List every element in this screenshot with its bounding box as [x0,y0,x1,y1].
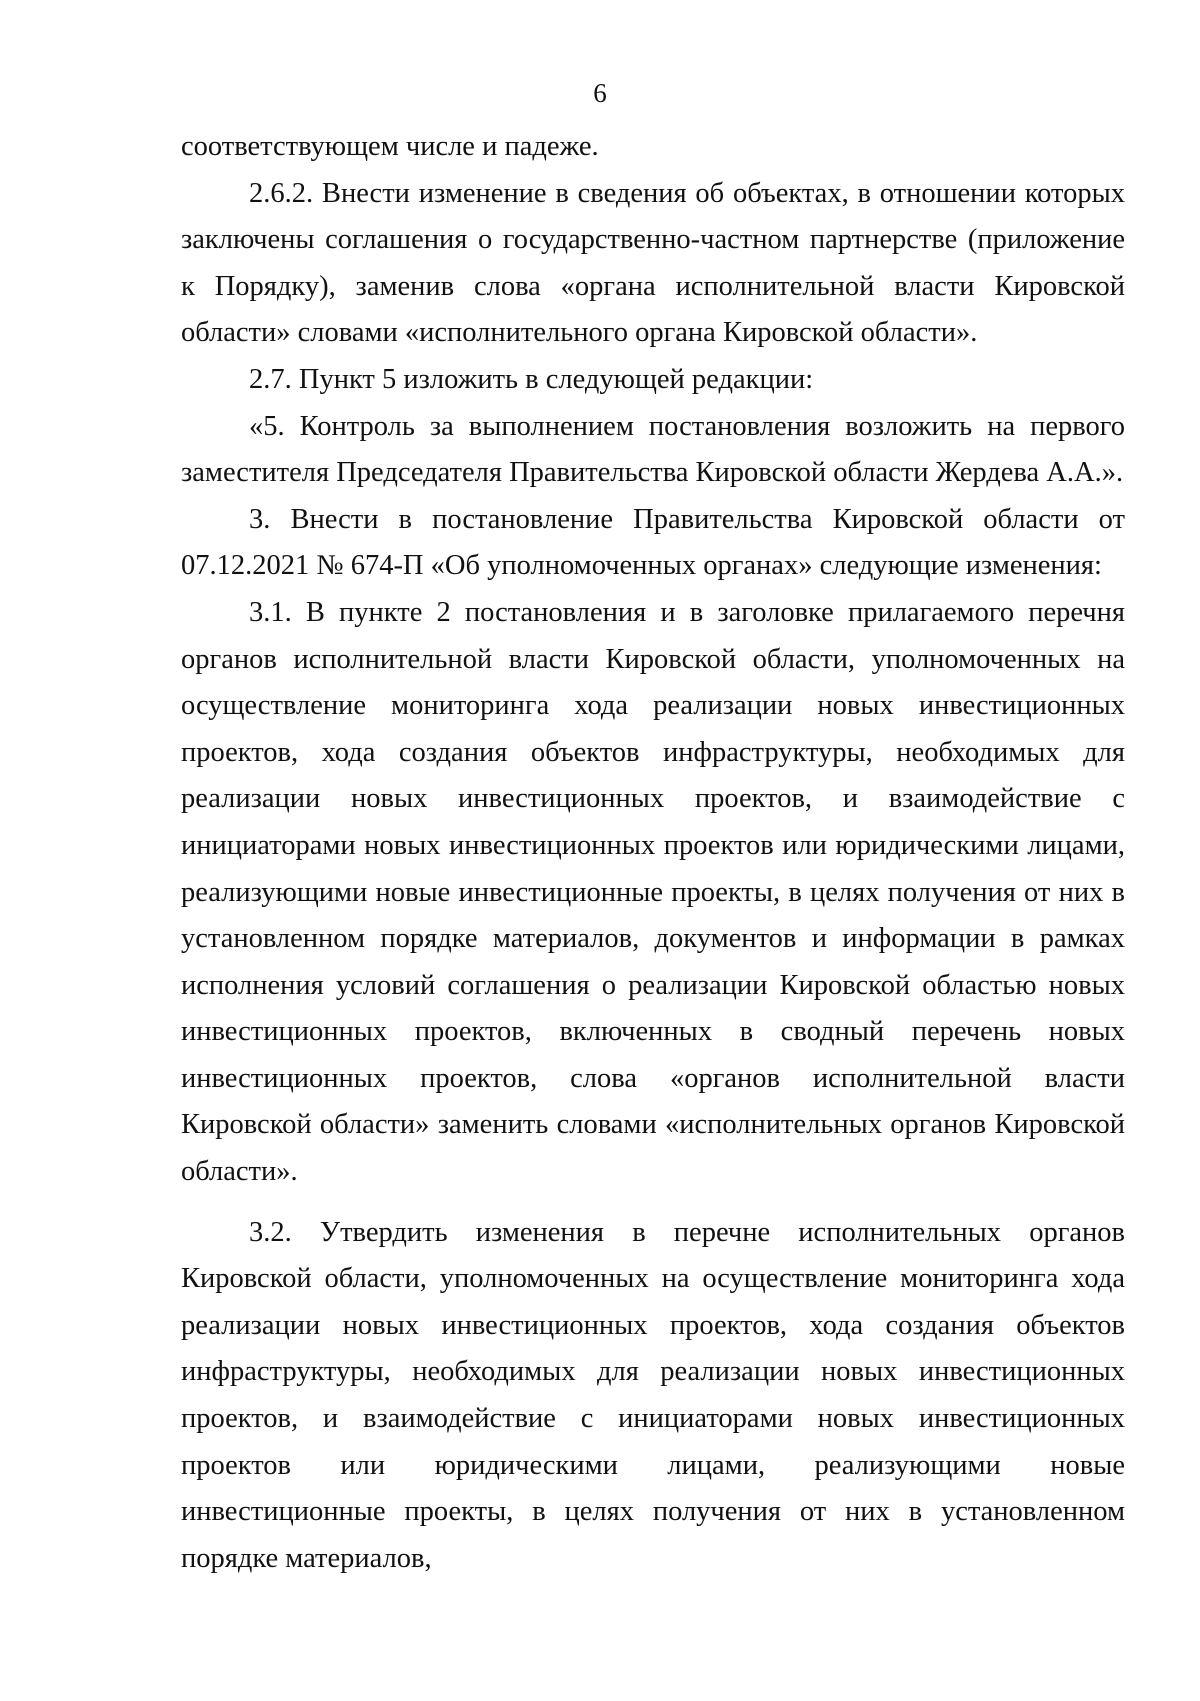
page-number: 6 [593,78,607,108]
paragraph-2-6-2: 2.6.2. Внести изменение в сведения об объектах, в отношении которых заключены соглашения о государственно-частном партнерстве (приложение к Порядку), заменив слова «органа исполнительной власти Кировской области» словами «исполнительного органа Кировской области». [181,177,1125,349]
paragraph-3-2: 3.2. Утвердить изменения в перечне исполнительных органов Кировской области, уполномоченных на осуществление мониторинга хода реализации новых инвестиционных проектов, хода создания объектов инфраструктуры, необходимых для реализации новых инвестиционных проектов, и взаимодействие с инициаторами новых инвестиционных проектов или юридическими лицами, реализующими новые инвестиционные проекты, в целях получения от них в установленном порядке материалов, [181,1216,1125,1574]
paragraph-3-1: 3.1. В пункте 2 постановления и в заголовке прилагаемого перечня органов исполнительной власти Кировской области, уполномоченных на осуществление мониторинга хода реализации новых инвестиционных проектов, хода создания объектов инфраструктуры, необходимых для реализации новых инвестиционных проектов, и взаимодействие с инициаторами новых инвестиционных проектов или юридическими лицами, реализующими новые инвестиционные проекты, в целях получения от них в установленном порядке материалов, документов и информации в рамках исполнения условий соглашения о реализации Кировской областью новых инвестиционных проектов, включенных в сводный перечень новых инвестиционных проектов, слова «органов исполнительной власти Кировской области» заменить словами «исполнительных органов Кировской области». [181,596,1125,1188]
paragraph-2-7: 2.7. Пункт 5 изложить в следующей редакции: [249,363,814,395]
paragraph-quoted-item-5: «5. Контроль за выполнением постановления возложить на первого заместителя Председателя Правительства Кировской области Жердева А.А.». [181,410,1125,489]
paragraph-continuation: соответствующем числе и падеже. [181,131,599,162]
document-body [181,124,1125,1582]
paragraph-3: 3. Внести в постановление Правительства Кировской области от 07.12.2021 № 674-П «Об уполномоченных органах» следующие изменения: [181,503,1125,582]
